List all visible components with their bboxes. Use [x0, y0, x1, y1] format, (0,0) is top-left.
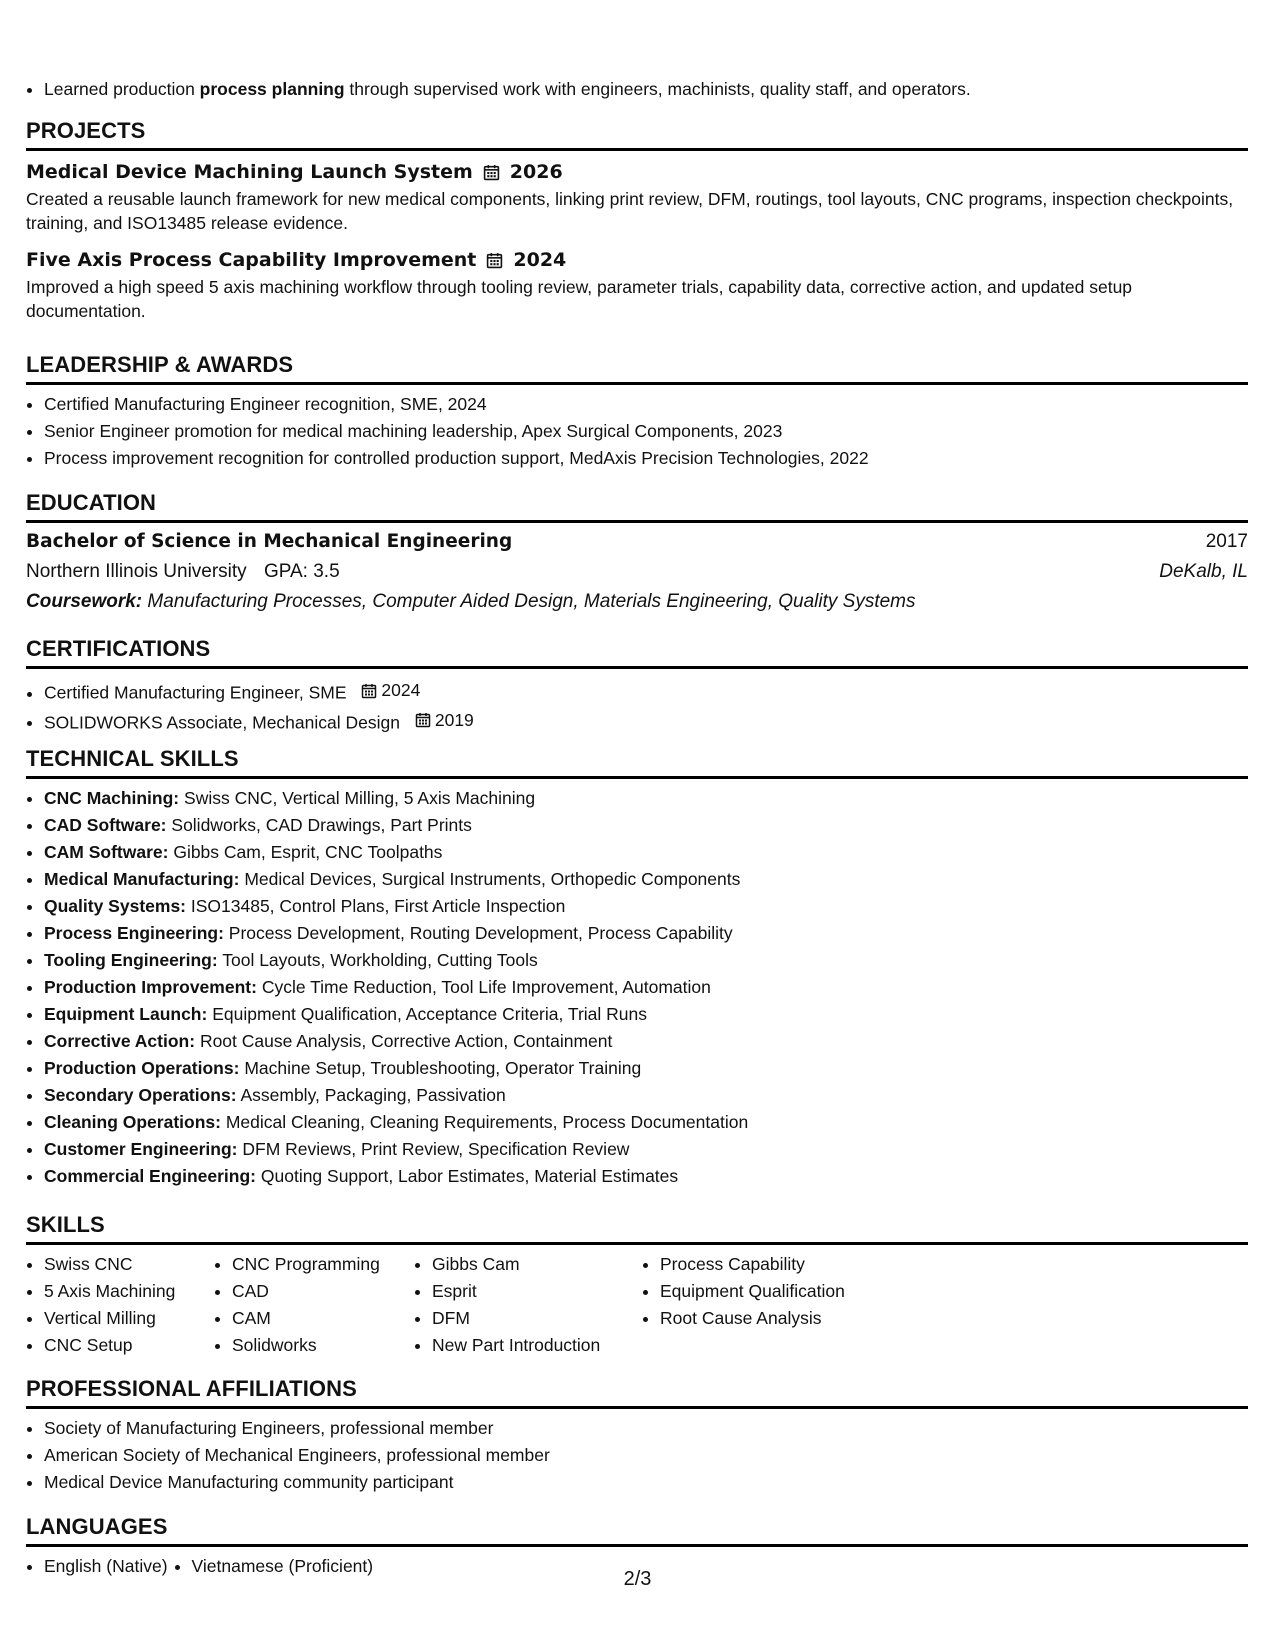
list-item: • Commercial Engineering: Quoting Support, Labor Estimates, Material Estimates: [44, 1163, 1248, 1190]
section-title-affiliations: PROFESSIONAL AFFILIATIONS: [26, 1376, 1248, 1409]
list-item: • Gibbs Cam: [432, 1251, 642, 1278]
section-title-certifications: CERTIFICATIONS: [26, 636, 1248, 669]
certification-year: 2019: [434, 709, 474, 730]
list-item: • Quality Systems: ISO13485, Control Plans, First Article Inspection: [44, 893, 1248, 920]
list-item: • Tooling Engineering: Tool Layouts, Workholding, Cutting Tools: [44, 947, 1248, 974]
list-item: • Vietnamese (Proficient): [192, 1553, 374, 1580]
skills-section: [26, 1212, 1248, 1359]
project-year: 2024: [513, 249, 567, 271]
list-item: • CAM Software: Gibbs Cam, Esprit, CNC Toolpaths: [44, 839, 1248, 866]
project-description: Created a reusable launch framework for new medical components, linking print review, DFM, routings, tool layouts, CNC programs, inspection checkpoints, training, and ISO13485 release evidence.: [26, 189, 1234, 233]
list-item: • Customer Engineering: DFM Reviews, Print Review, Specification Review: [44, 1136, 1248, 1163]
list-item: • CNC Programming: [232, 1251, 414, 1278]
school-name: Northern Illinois University: [26, 561, 247, 582]
project-item: [26, 245, 1248, 323]
coursework-list: Manufacturing Processes, Computer Aided Design, Materials Engineering, Quality Systems: [147, 591, 916, 612]
list-item: • CAD: [232, 1278, 414, 1305]
list-item: • Cleaning Operations: Medical Cleaning, Cleaning Requirements, Process Documentation: [44, 1109, 1248, 1136]
certification-name: Certified Manufacturing Engineer, SME: [44, 682, 347, 703]
skills-column: [642, 1251, 960, 1359]
list-item: • Production Operations: Machine Setup, Troubleshooting, Operator Training: [44, 1055, 1248, 1082]
section-title-technical-skills: TECHNICAL SKILLS: [26, 746, 1248, 779]
list-item: • Process Engineering: Process Development, Routing Development, Process Capability: [44, 920, 1248, 947]
coursework: [26, 591, 1248, 621]
project-description: Improved a high speed 5 axis machining workflow through tooling review, parameter trials, capability data, corrective action, and updated setup documentation.: [26, 277, 1133, 321]
calendar-icon: [415, 712, 431, 728]
page-number: 2/3: [623, 1568, 652, 1590]
calendar-icon: [486, 252, 503, 269]
project-name: Five Axis Process Capability Improvement: [26, 249, 477, 271]
certifications-section: [26, 636, 1248, 736]
education-section: [26, 490, 1248, 621]
list-item: • CNC Machining: Swiss CNC, Vertical Milling, 5 Axis Machining: [44, 785, 1248, 812]
calendar-icon: [483, 164, 500, 181]
list-item: • Corrective Action: Root Cause Analysis, Corrective Action, Containment: [44, 1028, 1248, 1055]
graduation-year: 2017: [1205, 531, 1248, 552]
list-item: • Production Improvement: Cycle Time Reduction, Tool Life Improvement, Automation: [44, 974, 1248, 1001]
list-item: [44, 707, 1248, 737]
certification-name: SOLIDWORKS Associate, Mechanical Design: [44, 712, 400, 732]
list-item: • CAD Software: Solidworks, CAD Drawings, Part Prints: [44, 812, 1248, 839]
list-item: • Learned production process planning through supervised work with engineers, machinists, quality staff, and operators.: [44, 76, 1244, 103]
list-item: • Process Capability: [660, 1251, 960, 1278]
list-item: • Society of Manufacturing Engineers, professional member: [44, 1415, 1248, 1442]
list-item: • Secondary Operations: Assembly, Packaging, Passivation: [44, 1082, 1248, 1109]
coursework-label: Coursework:: [26, 591, 143, 612]
list-item: • American Society of Mechanical Engineers, professional member: [44, 1442, 1248, 1469]
section-title-skills: SKILLS: [26, 1212, 1248, 1245]
list-item: • Solidworks: [232, 1332, 414, 1359]
skills-column: [414, 1251, 642, 1359]
list-item: • Certified Manufacturing Engineer recognition, SME, 2024: [44, 391, 1248, 418]
skills-column: [26, 1251, 214, 1359]
leadership-section: [26, 352, 1248, 472]
section-title-education: EDUCATION: [26, 490, 1248, 523]
school-location: DeKalb, IL: [1159, 561, 1248, 582]
list-item: • Process improvement recognition for controlled production support, MedAxis Precision Technologies, 2022: [44, 445, 1248, 472]
affiliations-section: [26, 1376, 1248, 1496]
project-item: [26, 157, 1248, 235]
experience-bullet-list: [26, 76, 1244, 103]
list-item: • Vertical Milling: [44, 1305, 214, 1332]
list-item: • Equipment Launch: Equipment Qualification, Acceptance Criteria, Trial Runs: [44, 1001, 1248, 1028]
gpa: GPA: 3.5: [263, 561, 340, 582]
list-item: • New Part Introduction: [432, 1332, 642, 1359]
project-year: 2026: [509, 161, 563, 183]
list-item: • Swiss CNC: [44, 1251, 214, 1278]
list-item: • DFM: [432, 1305, 642, 1332]
list-item: • Root Cause Analysis: [660, 1305, 960, 1332]
calendar-icon: [361, 683, 377, 699]
list-item: [44, 677, 1248, 707]
list-item: • Medical Manufacturing: Medical Devices, Surgical Instruments, Orthopedic Components: [44, 866, 1248, 893]
technical-skills-section: [26, 746, 1248, 1190]
list-item: • Esprit: [432, 1278, 642, 1305]
section-title-leadership: LEADERSHIP & AWARDS: [26, 352, 1248, 385]
list-item: • English (Native): [44, 1553, 168, 1580]
list-item: • Medical Device Manufacturing community participant: [44, 1469, 1248, 1496]
section-title-projects: PROJECTS: [26, 118, 1248, 151]
list-item: • CNC Setup: [44, 1332, 214, 1359]
section-title-languages: LANGUAGES: [26, 1514, 1248, 1547]
list-item: • CAM: [232, 1305, 414, 1332]
list-item: • Equipment Qualification: [660, 1278, 960, 1305]
certification-year: 2024: [381, 680, 421, 700]
project-name: Medical Device Machining Launch System: [26, 161, 473, 183]
skills-column: [214, 1251, 414, 1359]
projects-section: [26, 118, 1248, 323]
list-item: • 5 Axis Machining: [44, 1278, 214, 1305]
degree-title: Bachelor of Science in Mechanical Engineering: [26, 531, 513, 552]
list-item: • Senior Engineer promotion for medical machining leadership, Apex Surgical Components, 2023: [44, 418, 1248, 445]
